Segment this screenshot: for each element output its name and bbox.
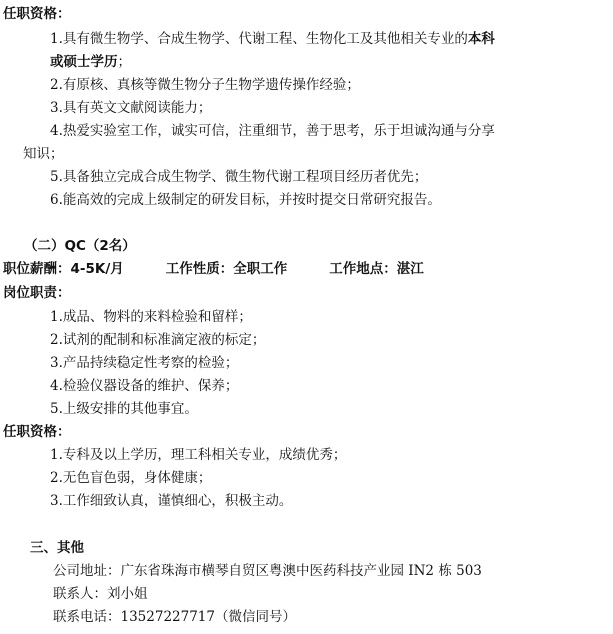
qc-qualifications-heading: 任职资格： (3, 424, 71, 440)
qualification-item-1-bold: 本科 (467, 31, 495, 47)
qualification-item-1-cont-tail: ； (117, 54, 131, 70)
qc-job-nature: 工作性质：全职工作 (165, 261, 288, 277)
qc-location: 工作地点：湛江 (329, 261, 424, 277)
qualification-item-4-cont: 知识； (23, 146, 64, 162)
qualification-item-5: 5.具备独立完成合成生物学、微生物代谢工程项目经历者优先； (50, 169, 428, 185)
qc-duty-1: 1.成品、物料的来料检验和留样； (50, 309, 252, 325)
qualification-item-1-cont (50, 52, 131, 72)
qc-duty-4: 4.检验仪器设备的维护、保养； (50, 378, 239, 394)
qualification-item-6: 6.能高效的完成上级制定的研发目标，并按时提交日常研究报告。 (50, 192, 441, 208)
company-address: 公司地址：广东省珠海市横琴自贸区粤澳中医药科技产业园 IN2 栋 503 (53, 563, 482, 579)
qualification-item-3: 3.具有英文文献阅读能力； (50, 100, 212, 116)
qc-salary: 职位薪酬：4-5K/月 (3, 261, 124, 277)
qc-qualification-2: 2.无色盲色弱，身体健康； (50, 470, 212, 486)
contact-phone: 联系电话：13527227717（微信同号） (53, 609, 296, 625)
qc-job-info (3, 259, 424, 279)
qualification-item-1-cont-bold: 或硕士学历 (50, 54, 118, 70)
qualification-item-2: 2.有原核、真核等微生物分子生物学遗传操作经验； (50, 77, 360, 93)
qc-duty-2: 2.试剂的配制和标准滴定液的标定； (50, 332, 266, 348)
qc-duty-3: 3.产品持续稳定性考察的检验； (50, 355, 239, 371)
qc-section-title: （二）QC（2名） (24, 238, 136, 254)
other-section-title: 三、其他 (30, 540, 84, 556)
qc-qualification-1: 1.专科及以上学历，理工科相关专业，成绩优秀； (50, 447, 347, 463)
qualification-item-4: 4.热爱实验室工作，诚实可信，注重细节，善于思考，乐于坦诚沟通与分享 (50, 123, 495, 139)
qualifications-heading: 任职资格： (3, 6, 71, 22)
qc-duty-5: 5.上级安排的其他事宜。 (50, 401, 198, 417)
qc-qualification-3: 3.工作细致认真，谨慎细心，积极主动。 (50, 493, 293, 509)
contact-person: 联系人：刘小姐 (53, 586, 148, 602)
qualification-item-1-text: 1.具有微生物学、合成生物学、代谢工程、生物化工及其他相关专业的 (50, 31, 468, 47)
qualification-item-1 (50, 29, 495, 49)
qc-duties-heading: 岗位职责： (3, 285, 71, 301)
